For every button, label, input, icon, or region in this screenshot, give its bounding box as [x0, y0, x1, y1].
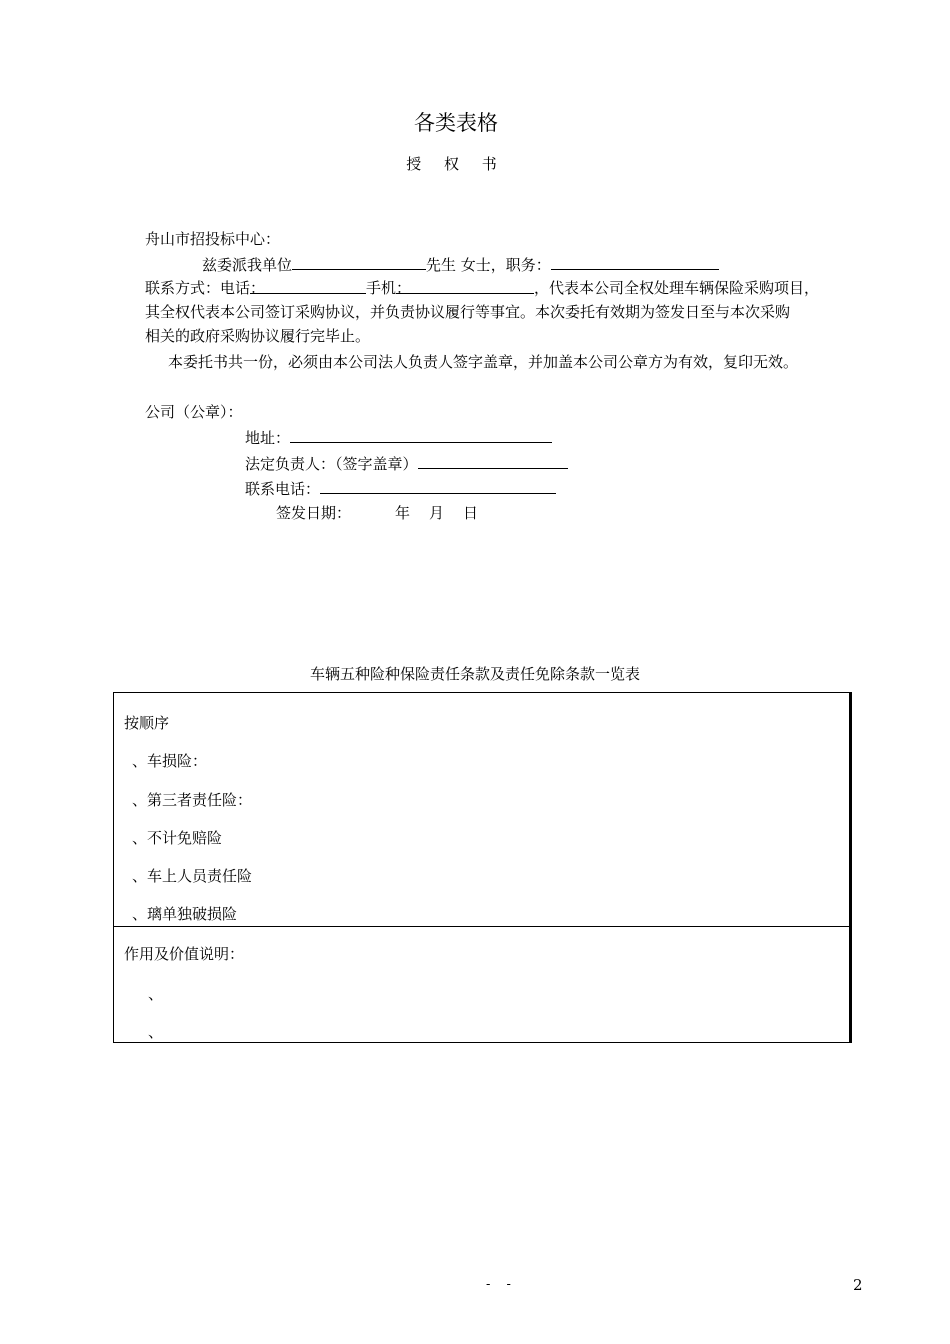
- letter-line-5: 本委托书共一份，必须由本公司法人负责人签字盖章，并加盖本公司公章方为有效，复印无效。: [168, 353, 799, 371]
- date-label: 签发日期：: [276, 504, 352, 522]
- footer-dashes: - -: [486, 1277, 517, 1292]
- phone-label: 联系电话：: [245, 480, 321, 498]
- address-blank: [290, 426, 552, 443]
- list-item: 、璃单独破损险: [132, 905, 238, 923]
- phone-row: [245, 477, 556, 500]
- legal-rep-row: [245, 452, 568, 475]
- address-row: [245, 426, 552, 449]
- insurance-table: [113, 692, 852, 1043]
- phone-number-blank: [320, 477, 556, 494]
- letter-line-1: [202, 253, 719, 276]
- order-header: 按顺序: [124, 714, 170, 732]
- list-item: 、不计免赔险: [132, 829, 223, 847]
- page-number: 2: [853, 1276, 863, 1294]
- list-item: 、第三者责任险：: [132, 791, 253, 809]
- list-item: 、车损险：: [132, 752, 208, 770]
- legal-rep-blank: [418, 452, 568, 469]
- month-label: 月: [429, 504, 445, 522]
- list-item: 、车上人员责任险: [132, 867, 253, 885]
- table-divider: [114, 926, 849, 927]
- contact-phone-label: 联系方式：电话: [145, 279, 251, 297]
- phone-blank: ：: [250, 277, 366, 294]
- document-title: 各类表格: [414, 111, 498, 135]
- insurance-table-title: 车辆五种险种保险责任条款及责任免除条款一览表: [309, 665, 640, 683]
- title-text: 先生 女士，职务：: [426, 256, 551, 274]
- mobile-label: 手机: [366, 279, 397, 297]
- document-subtitle: 授 权 书: [406, 155, 506, 173]
- legal-rep-label: 法定负责人：（签字盖章）: [245, 455, 418, 473]
- value-description-header: 作用及价值说明：: [124, 945, 245, 963]
- date-row: [276, 502, 478, 524]
- letter-line-3: 其全权代表本公司签订采购协议，并负责协议履行等事宜。本次委托有效期为签发日至与本次采购: [145, 303, 791, 321]
- appoint-text: 兹委派我单位: [202, 256, 293, 274]
- year-label: 年: [395, 504, 411, 522]
- company-seal-label: 公司（公章）：: [145, 403, 243, 421]
- mobile-blank: ：: [396, 277, 534, 294]
- day-label: 日: [463, 504, 479, 522]
- list-item: 、: [148, 985, 164, 1003]
- letter-line-4: 相关的政府采购协议履行完毕止。: [145, 327, 371, 345]
- list-item: 、: [148, 1023, 164, 1041]
- letter-line-2: [145, 277, 819, 299]
- address-label: 地址：: [245, 429, 291, 447]
- representative-name-blank: [292, 253, 426, 270]
- authorization-text: ，代表本公司全权处理车辆保险采购项目，: [534, 279, 820, 297]
- position-blank: [551, 253, 719, 270]
- addressee: 舟山市招投标中心：: [145, 230, 281, 248]
